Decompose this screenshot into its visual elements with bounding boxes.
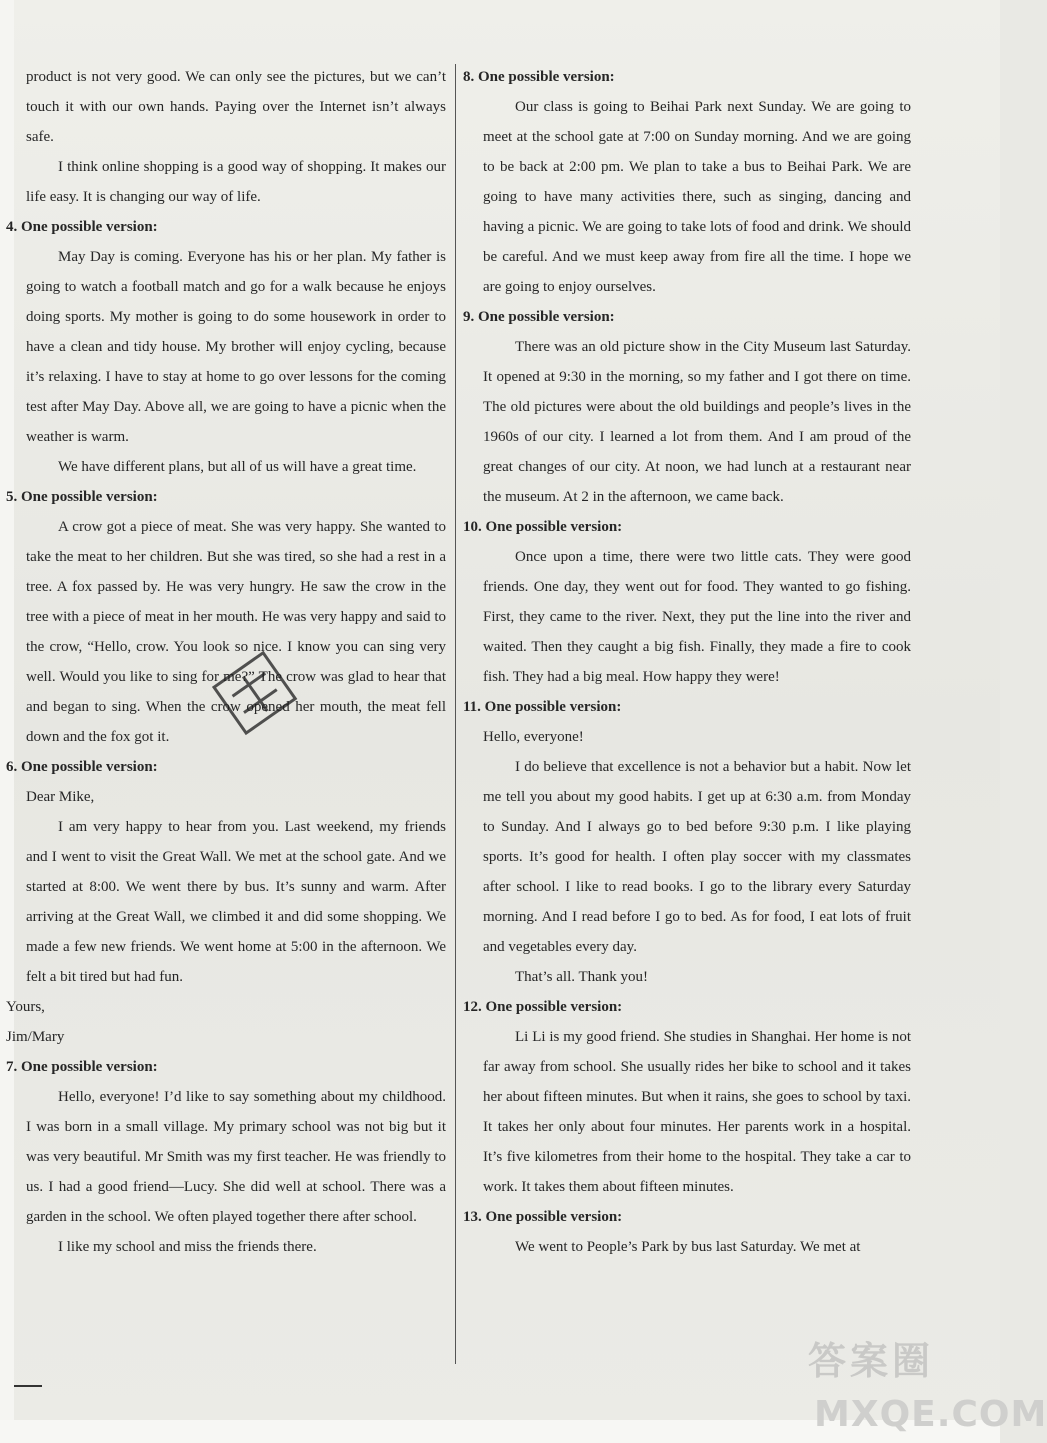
paragraph-11-1: I do believe that excellence is not a behavior but a habit. Now let me tell you about my good habits. I get up at 6:30 a.m. from Monday to Sunday. And I always go to bed before 9:30 p.m. I like playing sports. It’s good for health. I often play soccer with my classmates after school. I like to read books. I go to the library every Saturday morning. And I read before I go to bed. As for food, I eat lots of fruit and vegetables every day. <box>483 759 911 955</box>
heading-8: 8. One possible version: <box>463 69 615 85</box>
paragraph-7-1: Hello, everyone! I’d like to say something about my childhood. I was born in a small village. My primary school was not big but it was very beautiful. Mr Smith was my first teacher. He was friendly to us. I had a good friend—Lucy. She did well at school. There was a garden in the school. We often played together there after school. <box>26 1089 446 1225</box>
watermark-logo-text: 答案圈 <box>808 1339 935 1383</box>
paragraph-5-1: A crow got a piece of meat. She was very happy. She wanted to take the meat to her children. But she was tired, so she had a rest in a tree. A fox passed by. He was very hungry. He saw the crow in the tree with a piece of meat in her mouth. He was very happy and said to the crow, “Hello, crow. You look so nice. I know you can sing very well. Would you like to sing for me?” The crow was glad to hear that and began to sing. When the crow opened her mouth, the meat fell down and the fox got it. <box>26 519 446 745</box>
paragraph-12-1: Li Li is my good friend. She studies in Shanghai. Her home is not far away from school. She usually rides her bike to school and it takes her about fifteen minutes. But when it rains, she goes to school by taxi. It takes her only about four minutes. Her parents work in a hospital. It’s five kilometres from their home to the hospital. They take a car to work. It takes them about fifteen minutes. <box>483 1029 911 1195</box>
paragraph-intro-2: I think online shopping is a good way of shopping. It makes our life easy. It is changing our way of life. <box>26 159 446 205</box>
right-column <box>463 62 911 1262</box>
page-corner-mark <box>14 1385 42 1387</box>
paragraph-9-1: There was an old picture show in the City Museum last Saturday. It opened at 9:30 in the morning, so my father and I got there on time. The old pictures were about the old buildings and people’s lives in the 1960s of our city. I learned a lot from them. And I am proud of the great changes of our city. At noon, we had lunch at a restaurant near the museum. At 2 in the afternoon, we came back. <box>483 339 911 505</box>
paragraph-7-2: I like my school and miss the friends there. <box>58 1239 317 1255</box>
heading-13: 13. One possible version: <box>463 1209 623 1225</box>
heading-12: 12. One possible version: <box>463 999 623 1015</box>
paragraph-intro-1: product is not very good. We can only see the pictures, but we can’t touch it with our own hands. Paying over the Internet isn’t always safe. <box>26 69 446 145</box>
paragraph-4-2: We have different plans, but all of us will have a great time. <box>58 459 417 475</box>
heading-4: 4. One possible version: <box>6 219 158 235</box>
paragraph-4-1: May Day is coming. Everyone has his or her plan. My father is going to watch a football match and go for a walk because he enjoys doing sports. My mother is going to do some housework in order to have a clean and tidy house. My brother will enjoy cycling, because it’s relaxing. I have to stay at home to go over lessons for the coming test after May Day. Above all, we are going to have a picnic when the weather is warm. <box>26 249 446 445</box>
letter-greeting: Dear Mike, <box>26 789 95 805</box>
paragraph-6-1: I am very happy to hear from you. Last weekend, my friends and I went to visit the Great Wall. We met at the school gate. And we started at 8:00. We went there by bus. It’s sunny and warm. After arriving at the Great Wall, we climbed it and did some shopping. We made a few new friends. We went home at 5:00 in the afternoon. We felt a bit tired but had fun. <box>26 819 446 985</box>
heading-9: 9. One possible version: <box>463 309 615 325</box>
letter-closing: Yours, <box>6 999 45 1015</box>
paragraph-10-1: Once upon a time, there were two little cats. They were good friends. One day, they went out for food. They wanted to go fishing. First, they came to the river. Next, they put the line into the river and waited. Then they caught a big fish. Finally, they made a fire to cook fish. They had a big meal. How happy they were! <box>483 549 911 685</box>
letter-signature: Jim/Mary <box>6 1029 65 1045</box>
paragraph-13-1: We went to People’s Park by bus last Saturday. We met at <box>515 1239 861 1255</box>
left-column <box>6 62 446 1262</box>
heading-7: 7. One possible version: <box>6 1059 158 1075</box>
paragraph-8-1: Our class is going to Beihai Park next Sunday. We are going to meet at the school gate at 7:00 on Sunday morning. And we are going to be back at 2:00 pm. We plan to take a bus to Beihai Park. We are going to have many activities there, such as singing, dancing and having a picnic. We are going to take lots of food and drink. We should be careful. And we must keep away from fire all the time. I hope we are going to enjoy ourselves. <box>483 99 911 295</box>
watermark-url: MXQE.COM <box>814 1394 1047 1435</box>
heading-10: 10. One possible version: <box>463 519 623 535</box>
paragraph-11-2: That’s all. Thank you! <box>515 969 649 985</box>
heading-6: 6. One possible version: <box>6 759 158 775</box>
column-divider <box>455 64 456 1364</box>
page-bottom-edge <box>0 1420 1000 1443</box>
speech-greeting: Hello, everyone! <box>483 729 584 745</box>
heading-5: 5. One possible version: <box>6 489 158 505</box>
heading-11: 11. One possible version: <box>463 699 622 715</box>
